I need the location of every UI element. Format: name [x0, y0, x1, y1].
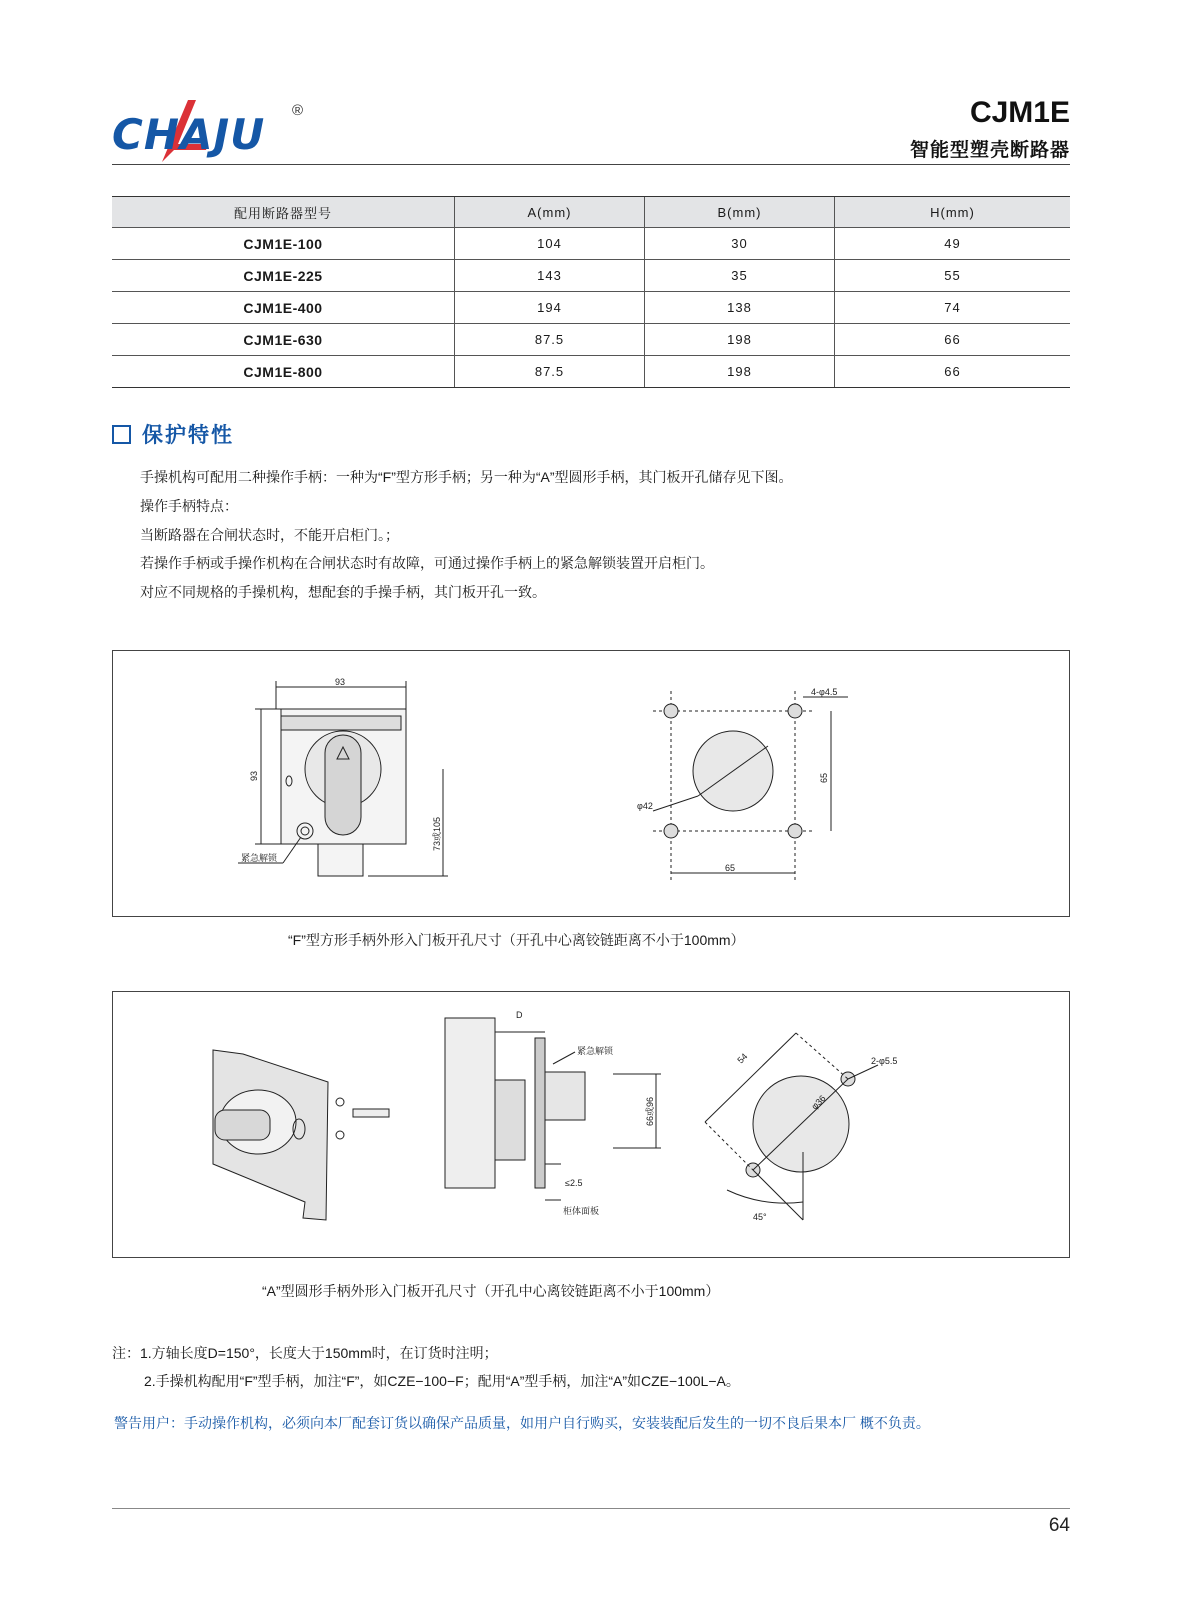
dim-label: φ42 — [637, 801, 653, 811]
table-row — [112, 228, 1070, 260]
dim-label: 54 — [735, 1051, 750, 1066]
product-code: CJM1E — [969, 96, 1070, 129]
table-cell: 138 — [645, 292, 835, 324]
dim-label: φ36 — [809, 1093, 828, 1112]
column-header: H(mm) — [835, 197, 1071, 228]
logo-text: CHAJU — [112, 110, 266, 159]
table-cell: CJM1E-630 — [112, 324, 455, 356]
a-handle-drawing — [113, 992, 1069, 1257]
column-header: 配用断路器型号 — [112, 197, 455, 228]
dim-label: ≤2.5 — [565, 1178, 583, 1188]
table-cell: 104 — [455, 228, 645, 260]
column-header: B(mm) — [645, 197, 835, 228]
footer-divider — [112, 1508, 1070, 1509]
paragraph: 手操机构可配用二种操作手柄：一种为“F”型方形手柄；另一种为“A”型圆形手柄，其门板开孔储存见下图。 — [140, 469, 793, 485]
dim-label: 45° — [753, 1212, 767, 1222]
table-cell: 49 — [835, 228, 1071, 260]
table-cell: CJM1E-400 — [112, 292, 455, 324]
dim-label: 4-φ4.5 — [811, 687, 838, 697]
dim-label: 66或96 — [645, 1096, 655, 1126]
table-cell: 74 — [835, 292, 1071, 324]
column-header: A(mm) — [455, 197, 645, 228]
dim-label: 73或105 — [432, 816, 442, 851]
table-cell: CJM1E-100 — [112, 228, 455, 260]
paragraph: 当断路器在合闸状态时，不能开启柜门。； — [140, 527, 399, 543]
paragraph: 对应不同规格的手操机构，想配套的手操手柄，其门板开孔一致。 — [140, 584, 546, 600]
table-cell: 55 — [835, 260, 1071, 292]
table-cell: 30 — [645, 228, 835, 260]
paragraph: 操作手柄特点： — [140, 498, 238, 514]
dim-label: 65 — [819, 772, 829, 783]
product-name: 智能型塑壳断路器 — [909, 140, 1070, 161]
dim-label: 65 — [725, 863, 736, 873]
table-cell: 198 — [645, 324, 835, 356]
dim-label: 紧急解锁 — [577, 1046, 614, 1056]
dim-label: 93 — [335, 677, 346, 687]
dim-label: 紧急解锁 — [241, 853, 278, 863]
section-checkbox-icon — [112, 425, 131, 444]
company-logo — [112, 96, 312, 166]
table-header-row — [112, 197, 1070, 228]
paragraph: 若操作手柄或手操作机构在合闸状态时有故障，可通过操作手柄上的紧急解锁装置开启柜门。 — [140, 555, 714, 571]
table-row — [112, 324, 1070, 356]
table-row — [112, 356, 1070, 388]
dim-label: 柜体面板 — [563, 1206, 600, 1216]
table-cell: 198 — [645, 356, 835, 388]
dim-label: D — [516, 1010, 523, 1020]
section-title: 保护特性 — [142, 424, 234, 447]
f-handle-drawing — [113, 651, 1069, 916]
table-cell: 35 — [645, 260, 835, 292]
warning-text: 警告用户：手动操作机构，必须向本厂配套订货以确保产品质量，如用户自行购买，安装装配后发生的一切不良后果本厂 概不负责。 — [114, 1415, 930, 1431]
note-line-2: 2.手操机构配用“F”型手柄，加注“F”，如CZE−100−F；配用“A”型手柄，加注“A”如CZE−100L−A。 — [144, 1373, 740, 1389]
dimension-table — [112, 196, 1070, 388]
dim-label: 2-φ5.5 — [871, 1056, 898, 1066]
figure-a-handle — [112, 991, 1070, 1258]
dim-label: 93 — [249, 770, 259, 781]
note-line-1: 注：1.方轴长度D=150°，长度大于150mm时，在订货时注明； — [112, 1345, 498, 1361]
table-row — [112, 292, 1070, 324]
table-cell: 143 — [455, 260, 645, 292]
figure2-caption: “A”型圆形手柄外形入门板开孔尺寸（开孔中心离铰链距离不小于100mm） — [262, 1283, 720, 1299]
table-cell: CJM1E-225 — [112, 260, 455, 292]
table-cell: 194 — [455, 292, 645, 324]
page-number: 64 — [1048, 1515, 1070, 1536]
figure-f-handle — [112, 650, 1070, 917]
table-row — [112, 260, 1070, 292]
header-divider — [112, 164, 1070, 165]
figure1-caption: “F”型方形手柄外形入门板开孔尺寸（开孔中心离铰链距离不小于100mm） — [288, 932, 745, 948]
table-cell: 87.5 — [455, 356, 645, 388]
table-cell: 66 — [835, 324, 1071, 356]
table-cell: 87.5 — [455, 324, 645, 356]
table-cell: CJM1E-800 — [112, 356, 455, 388]
registered-mark: ® — [292, 102, 304, 119]
table-cell: 66 — [835, 356, 1071, 388]
